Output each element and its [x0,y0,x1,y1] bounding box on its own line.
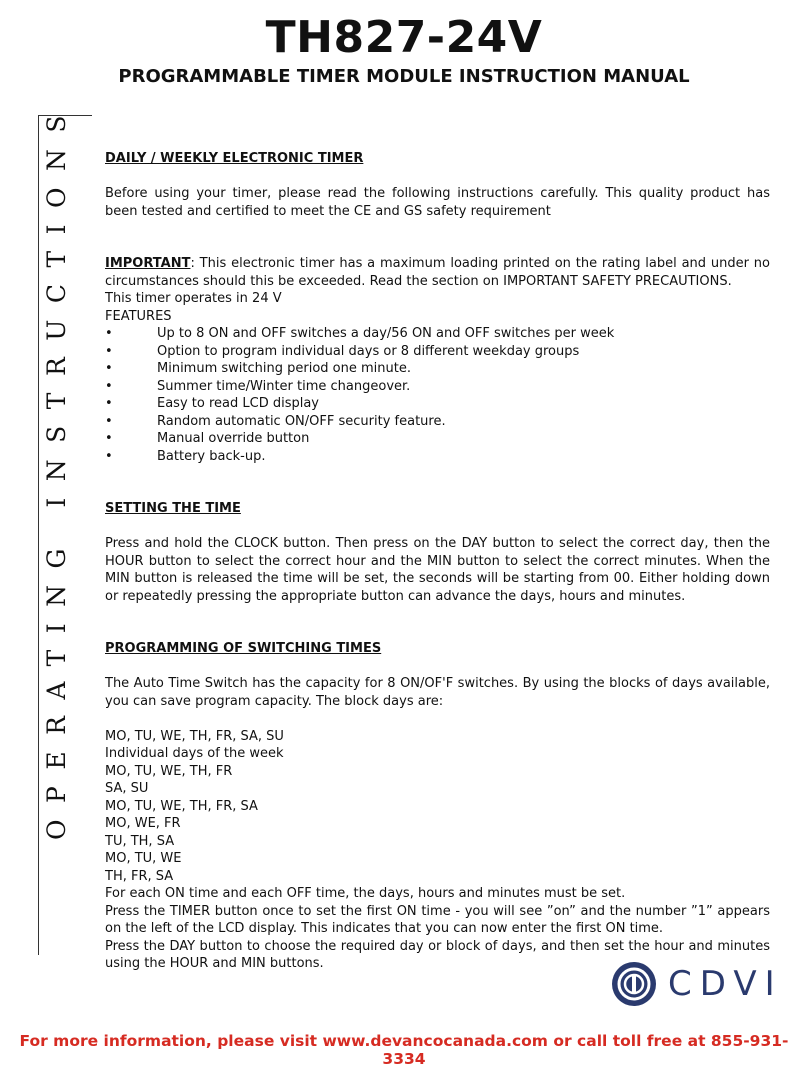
intro-paragraph: Before using your timer, please read the following instructions carefully. This quality product has been tested and certified to meet the CE and GS safety requirement [105,186,770,219]
features-list [105,325,770,465]
list-item: • Manual override button [105,431,310,446]
on-off-paragraph: For each ON time and each OFF time, the days, hours and minutes must be set. [105,886,626,901]
bullet-icon: • [105,326,113,341]
list-item: MO, TU, WE, TH, FR, SA, SU [105,728,284,744]
operates-line: This timer operates in 24 V [105,291,282,306]
list-item: SA, SU [105,781,149,796]
bullet-icon: • [105,431,113,446]
features-label: FEATURES [105,308,172,324]
list-item: • Option to program individual days or 8 different weekday groups [105,343,580,359]
important-label: IMPORTANT [105,256,191,271]
list-item: • Up to 8 ON and OFF switches a day/56 ON and OFF switches per week [105,326,615,341]
list-item: MO, TU, WE, TH, FR [105,763,233,779]
bullet-icon: • [105,361,113,376]
important-paragraph [105,255,770,290]
section-heading-setting-time: SETTING THE TIME [105,501,241,516]
bullet-icon: • [105,396,113,411]
bullet-icon: • [105,448,113,464]
sidebar-border-left [38,115,39,955]
operating-instructions-vertical-title: OPERATING INSTRUCTIONS [42,98,71,840]
bullet-icon: • [105,413,113,429]
bullet-icon: • [105,343,113,359]
list-item: TU, TH, SA [105,833,175,849]
cdvi-logo-icon [612,962,656,1006]
list-item: • Minimum switching period one minute. [105,361,411,376]
list-item: • Easy to read LCD display [105,396,319,411]
day-button-paragraph: Press the DAY button to choose the required day or block of days, and then set the hour and minutes using the HOUR and MIN buttons. [105,938,770,971]
list-item: MO, TU, WE [105,851,182,866]
section-heading-daily: DAILY / WEEKLY ELECTRONIC TIMER [105,151,364,166]
list-item: MO, WE, FR [105,816,181,831]
block-days-list [105,728,770,886]
list-item: • Summer time/Winter time changeover. [105,378,411,394]
bullet-icon: • [105,378,113,394]
important-text: : This electronic timer has a maximum loading printed on the rating label and under no circumstances should this be exceeded. Read the section on IMPORTANT SAFETY PRECAUTIONS. [105,256,770,289]
cdvi-logo [612,960,783,1008]
document-title: TH827-24V [265,12,543,63]
list-item: • Random automatic ON/OFF security feature. [105,413,446,429]
cdvi-logo-text: CDVI [668,964,783,1004]
setting-time-paragraph: Press and hold the CLOCK button. Then press on the DAY button to select the correct day, then the HOUR button to select the correct hour and the MIN button to select the correct minutes. When the MIN button is released the time will be set, the seconds will be starting from 00. Either holding down or repeatedly pressing the appropriate button can advance the days, hours and minutes. [105,536,770,604]
list-item: TH, FR, SA [105,868,174,884]
document-subtitle: PROGRAMMABLE TIMER MODULE INSTRUCTION MANUAL [118,66,690,87]
list-item: Individual days of the week [105,746,284,761]
manual-content [105,150,770,973]
list-item: MO, TU, WE, TH, FR, SA [105,798,258,814]
section-heading-programming: PROGRAMMING OF SWITCHING TIMES [105,641,382,656]
footer-contact: For more information, please visit www.devancocanada.com or call toll free at 855-931-3334 [19,1032,789,1068]
programming-paragraph: The Auto Time Switch has the capacity for 8 ON/OF'F switches. By using the blocks of days available, you can save program capacity. The block days are: [105,676,770,709]
timer-button-paragraph: Press the TIMER button once to set the first ON time - you will see ”on” and the number ”1” appears on the left of the LCD display. This indicates that you can now enter the first ON time. [105,903,770,936]
list-item: • Battery back-up. [105,448,266,464]
